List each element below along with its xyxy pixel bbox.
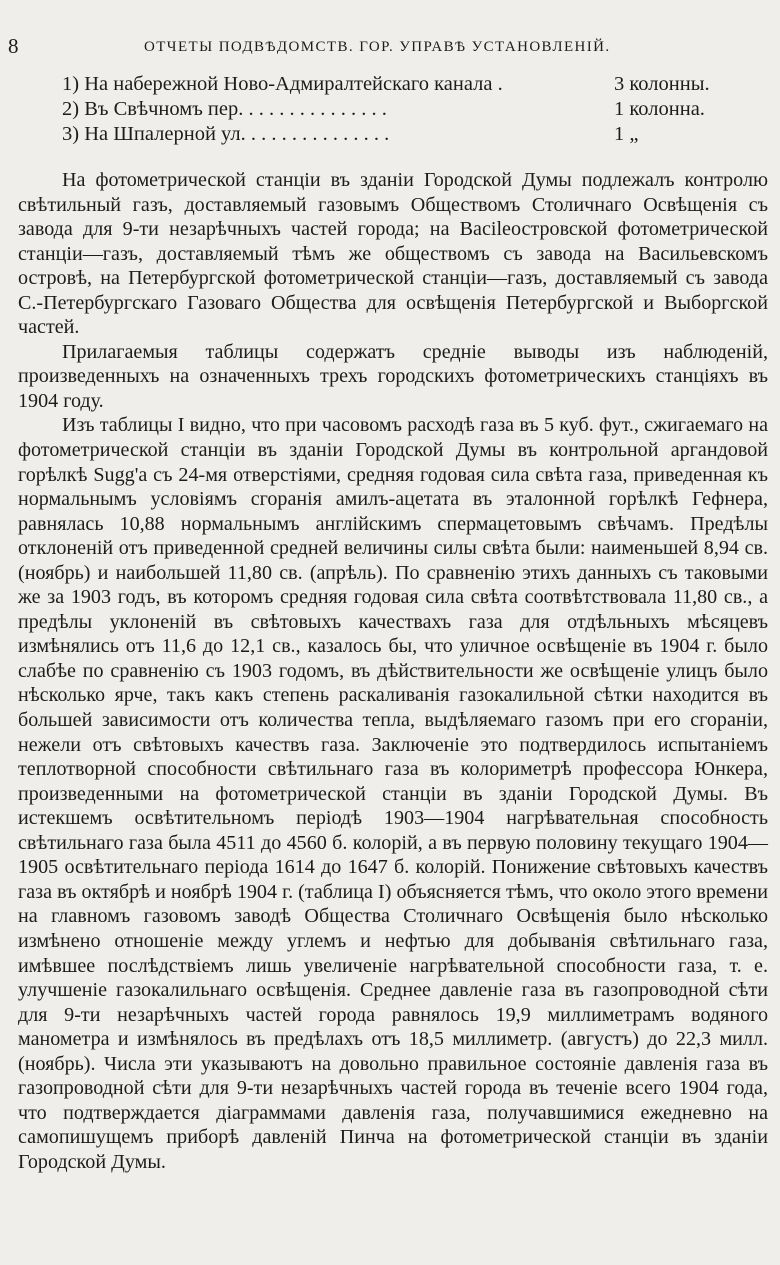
location-count: 1 „	[614, 123, 639, 145]
body-text	[18, 168, 768, 1174]
location-name: 1) На набережной Ново-Адмиралтейскаго канала .	[62, 73, 503, 95]
location-name: 3) На Шпалерной ул. . . . . . . . . . . . . . .	[62, 123, 390, 145]
list-item	[62, 97, 742, 122]
location-count: 3 колонны.	[614, 73, 710, 95]
list-item	[62, 72, 742, 97]
paragraph-tables-intro: Прилагаемыя таблицы содержатъ средніе выводы изъ наблюденій, произведенныхъ на означенныхъ трехъ городскихъ фотометрическихъ станціяхъ въ 1904 году.	[18, 340, 768, 412]
page-number: 8	[8, 34, 19, 58]
page-header	[8, 34, 768, 58]
location-count: 1 колонна.	[614, 98, 705, 120]
list-item	[62, 122, 742, 147]
paragraph-table-analysis: Изъ таблицы I видно, что при часовомъ расходѣ газа въ 5 куб. фут., сжигаемаго на фотометрической станціи въ зданіи Городской Думы въ контрольной аргандовой горѣлкѣ Sugg'а съ 24-мя отверстіями, средняя годовая сила свѣта газа, приведенная къ нормальнымъ условіямъ сгоранія амилъ-ацетата въ эталонной горѣлкѣ Гефнера, равнялась 10,88 нормальнымъ англійскимъ спермацетовымъ свѣчамъ. Предѣлы отклоненій отъ приведенной средней величины силы свѣта были: наименьшей 8,94 св. (ноябрь) и наибольшей 11,80 св. (апрѣль). По сравненію этихъ данныхъ съ таковыми же за 1903 годъ, въ которомъ средняя годовая сила свѣта соотвѣтствовала 11,80 св., а предѣлы уклоненій въ свѣтовыхъ качествахъ газа для отдѣльныхъ мѣсяцевъ измѣнялись отъ 11,6 до 12,1 св., казалось бы, что уличное освѣщеніе въ 1904 г. было слабѣе по сравненію съ 1903 годомъ, въ дѣйствительности же освѣщеніе улицъ было нѣсколько ярче, такъ какъ степень раскаливанія газокалильной сѣтки находится въ большей зависимости отъ количества тепла, выдѣляемаго газомъ при его сгораніи, нежели отъ свѣтовыхъ качествъ газа. Заключеніе это подтвердилось испытаніемъ теплотворной способности свѣтильнаго газа въ колориметрѣ профессора Юнкера, произведенными на фотометрической станціи въ зданіи Городской Думы. Въ истекшемъ освѣтительномъ періодѣ 1903—1904 нагрѣвательная способность свѣтильнаго газа была 4511 до 4560 б. колорій, а въ первую половину текущаго 1904—1905 освѣтительнаго періода 1614 до 1647 б. колорій. Понижение свѣтовыхъ качествъ газа въ октябрѣ и ноябрѣ 1904 г. (таблица I) объясняется тѣмъ, что около этого времени на главномъ газовомъ заводѣ Общества Столичнаго Освѣщенія было нѣсколько измѣнено отношеніе между углемъ и нефтью для добыванія свѣтильнаго газа, имѣвшее послѣдствіемъ лишь увеличеніе нагрѣвательной способности газа, т. е. улучшеніе газокалильнаго освѣщенія. Среднее давленіе газа въ газопроводной сѣти для 9-ти незарѣчныхъ частей города равнялось 19,9 миллиметрамъ водяного манометра и измѣнялось въ предѣлахъ отъ 18,5 миллиметр. (августъ) до 22,3 милл. (ноябрь). Числа эти указываютъ на довольно правильное состояніе давленія газа въ газопроводной сѣти для 9-ти незарѣчныхъ частей города въ теченіе всего 1904 года, что подтверждается діаграммами давленія газа, получавшимися ежедневно на самопишущемъ приборѣ давленій Пинча на фотометрической станціи въ зданіи Городской Думы.	[18, 414, 768, 1173]
location-name: 2) Въ Свѣчномъ пер. . . . . . . . . . . . . . .	[62, 98, 387, 120]
running-title: ОТЧЕТЫ ПОДВѢДОМСТВ. ГОР. УПРАВѢ УСТАНОВЛЕНІЙ.	[144, 39, 611, 55]
paragraph-gas-sources: На фотометрической станціи въ зданіи Городской Думы подлежалъ контролю свѣтильный газъ, доставляемый газовымъ Обществомъ Столичнаго Освѣщенія съ завода для 9-ти незарѣчныхъ частей города; на Васileостровской фотометрической станціи—газъ, доставляемый тѣмъ же обществомъ съ завода на Васильевскомъ островѣ, на Петербургской фотометрической станціи—газъ, доставляемый съ завода С.-Петербургскаго Газоваго Общества для освѣщенія Петербургской и Выборгской частей.	[18, 169, 768, 339]
location-list	[62, 72, 742, 147]
